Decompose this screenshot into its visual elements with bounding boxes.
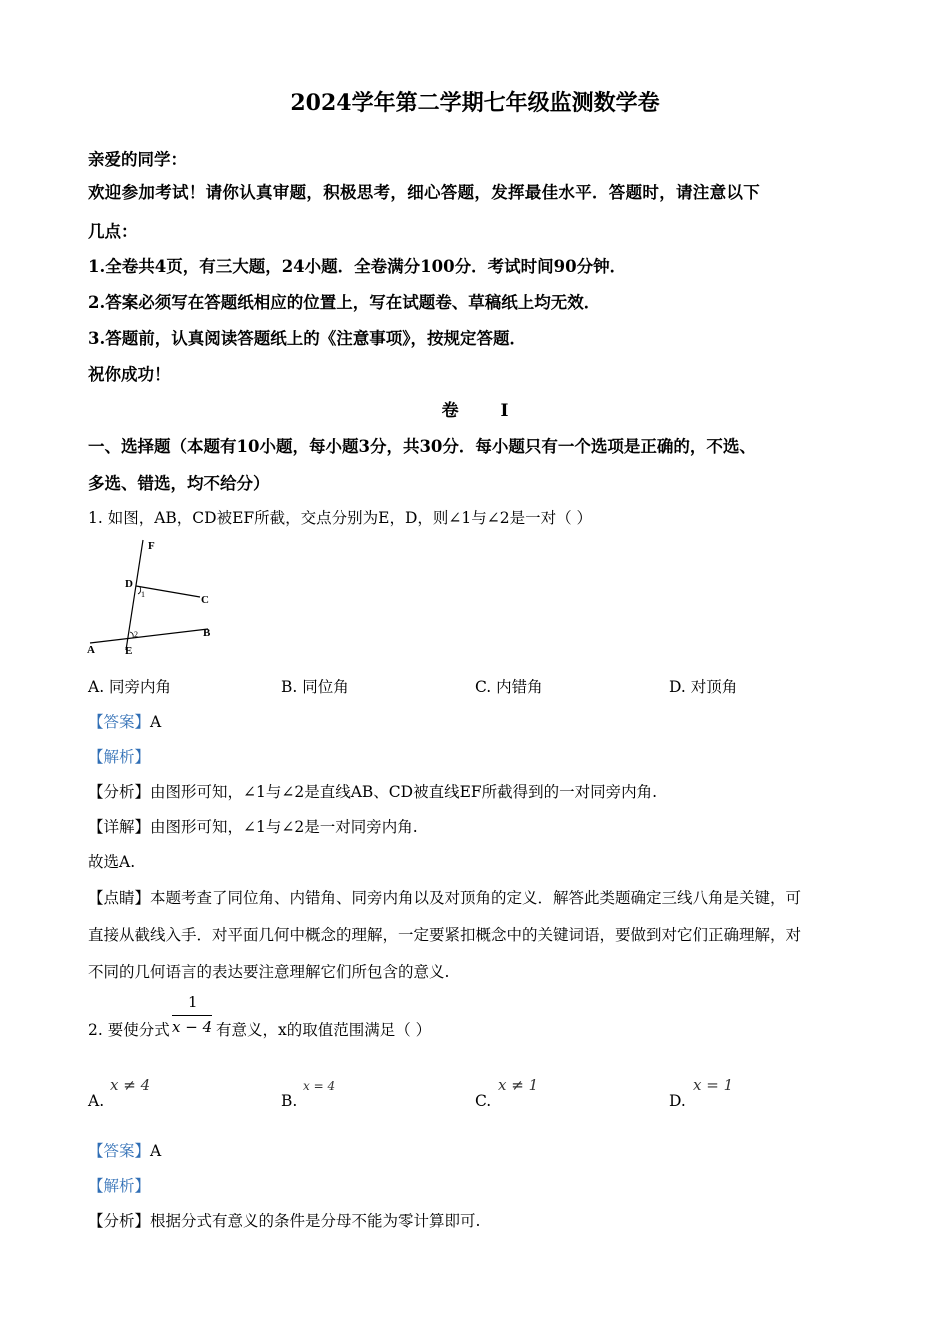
angle-2-arc — [130, 632, 133, 638]
q2-fenxi — [88, 1209, 480, 1231]
q1-xiangjie — [88, 815, 418, 837]
answer-tag: 【答案】 — [88, 713, 151, 731]
answer-value: A — [150, 1142, 162, 1160]
q2-frac-den: x − 4 — [172, 1018, 213, 1036]
q1-dianjing-2: 直接从截线入手．对平面几何中概念的理解，一定要紧扣概念中的关键词语，要做到对它们正确理解，对 — [88, 926, 802, 944]
label-2: 2 — [134, 630, 138, 639]
q1-analysis-tag: 【解析】 — [88, 748, 151, 766]
q2-stem-pre: 2. 要使分式 — [88, 1021, 170, 1039]
q1-figure — [80, 535, 230, 660]
q1-option-a[interactable]: A. 同旁内角 — [88, 678, 172, 696]
section1-line-1: 一、选择题（本题有10小题，每小题3分，共30分．每小题只有一个选项是正确的，不选、 — [88, 437, 756, 456]
q2-analysis-tag: 【解析】 — [88, 1177, 151, 1195]
label-c: C — [201, 594, 209, 606]
q2-option-a-letter[interactable]: A. — [88, 1092, 105, 1110]
volume-number: Ⅰ — [500, 401, 509, 421]
label-d: D — [125, 578, 133, 590]
label-e: E — [125, 645, 133, 657]
label-a: A — [87, 644, 95, 656]
q1-conclusion: 故选A. — [88, 853, 136, 871]
dianjing-tag: 【点睛】 — [88, 889, 151, 907]
section1-line-2: 多选、错选，均不给分） — [88, 474, 270, 493]
xiangjie-tag: 【详解】 — [88, 818, 151, 836]
q1-fenxi — [88, 780, 657, 802]
answer-tag: 【答案】 — [88, 1142, 151, 1160]
label-b: B — [203, 627, 211, 639]
dianjing-text-1: 本题考查了同位角、内错角、同旁内角以及对顶角的定义．解答此类题确定三线八角是关键，可 — [150, 889, 802, 907]
q1-option-c[interactable]: C. 内错角 — [475, 678, 543, 696]
greeting: 亲爱的同学： — [88, 150, 187, 169]
q1-answer — [88, 710, 161, 732]
q1-option-d[interactable]: D. 对顶角 — [669, 678, 738, 696]
q2-option-c-letter[interactable]: C. — [475, 1092, 492, 1110]
xiangjie-text: 由图形可知，∠1与∠2是一对同旁内角. — [150, 818, 418, 836]
answer-value: A — [150, 713, 162, 731]
line-ab — [90, 629, 208, 643]
q2-frac-bar — [172, 1015, 212, 1016]
q1-dianjing-1 — [88, 886, 801, 908]
q2-option-d-math: x = 1 — [693, 1076, 734, 1094]
fenxi-tag: 【分析】 — [88, 783, 151, 801]
q1-option-b[interactable]: B. 同位角 — [281, 678, 349, 696]
q2-frac-num: 1 — [188, 993, 198, 1011]
label-f: F — [148, 540, 155, 552]
q2-option-b-math: x = 4 — [303, 1079, 336, 1093]
intro-line-2: 几点： — [88, 222, 138, 241]
volume-heading — [0, 396, 950, 421]
label-1: 1 — [141, 590, 145, 599]
q2-option-c-math: x ≠ 1 — [498, 1076, 539, 1094]
line-dc — [136, 586, 200, 597]
note-1: 1.全卷共4页，有三大题，24小题．全卷满分100分．考试时间90分钟． — [88, 257, 627, 276]
fenxi-tag: 【分析】 — [88, 1212, 151, 1230]
wish: 祝你成功！ — [88, 365, 171, 384]
q2-stem-post: 有意义，x的取值范围满足（ ） — [216, 1021, 432, 1039]
q2-option-d-letter[interactable]: D. — [669, 1092, 686, 1110]
fenxi-text: 根据分式有意义的条件是分母不能为零计算即可. — [150, 1212, 481, 1230]
page-title: 2024学年第二学期七年级监测数学卷 — [290, 90, 660, 116]
note-2: 2.答案必须写在答题纸相应的位置上，写在试题卷、草稿纸上均无效． — [88, 293, 601, 312]
q2-answer — [88, 1139, 161, 1161]
q2-option-a-math: x ≠ 4 — [110, 1076, 151, 1094]
volume-label: 卷 — [441, 401, 459, 421]
intro-line-1: 欢迎参加考试！请你认真审题，积极思考，细心答题，发挥最佳水平．答题时，请注意以下 — [88, 183, 760, 202]
q1-stem: 1. 如图，AB，CD被EF所截，交点分别为E，D，则∠1与∠2是一对（ ） — [88, 509, 593, 527]
note-3: 3.答题前，认真阅读答题纸上的《注意事项》，按规定答题． — [88, 329, 526, 348]
q2-option-b-letter[interactable]: B. — [281, 1092, 298, 1110]
q1-dianjing-3: 不同的几何语言的表达要注意理解它们所包含的意义. — [88, 963, 450, 981]
fenxi-text: 由图形可知，∠1与∠2是直线AB、CD被直线EF所截得到的一对同旁内角. — [150, 783, 658, 801]
